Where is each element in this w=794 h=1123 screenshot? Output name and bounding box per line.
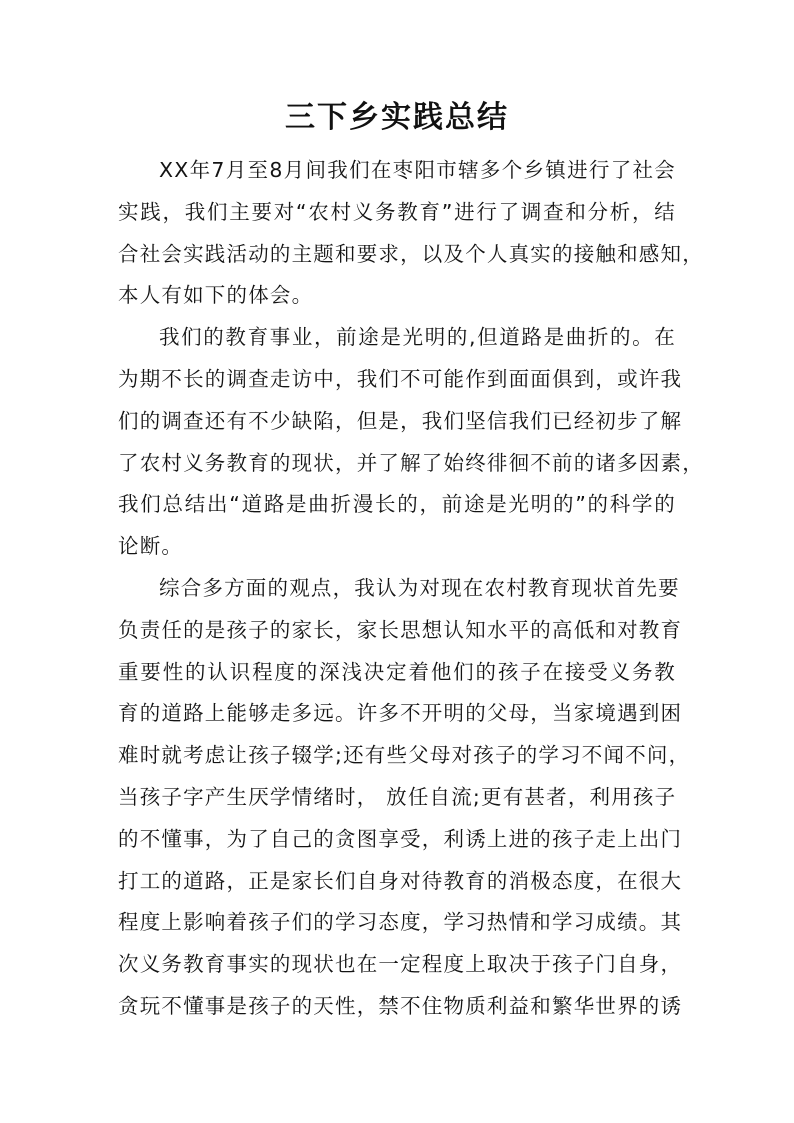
text-line: 本人有如下的体会。 <box>118 283 314 308</box>
text-line: 论断。 <box>118 534 184 559</box>
text-line: 综合多方面的观点，我认为对现在农村教育现状首先要 <box>159 575 680 600</box>
text-line: 为期不长的调查走访中，我们不可能作到面面俱到，或许我 <box>118 366 683 391</box>
text-line: 程度上影响着孩子们的学习态度，学习热情和学习成绩。其 <box>118 910 683 935</box>
document-body <box>118 150 704 1028</box>
text-line: 难时就考虑让孩子辍学;还有些父母对孩子的学习不闻不问， <box>118 743 691 768</box>
text-line: 打工的道路，正是家长们自身对待教育的消极态度，在很大 <box>118 868 683 893</box>
text-line: 们的调查还有不少缺陷，但是，我们坚信我们已经初步了解 <box>118 408 683 433</box>
text-line: 我们总结出“道路是曲折漫长的，前途是光明的”的科学的 <box>118 492 676 517</box>
paragraph-1 <box>118 150 704 317</box>
text-line: 育的道路上能够走多远。许多不开明的父母，当家境遇到困 <box>118 701 683 726</box>
text-line: XX年7月至8月间我们在枣阳市辖多个乡镇进行了社会 <box>159 158 676 182</box>
text-line: 当孩子字产生厌学情绪时， 放任自流;更有甚者，利用孩子 <box>118 784 677 809</box>
text-line: 合社会实践活动的主题和要求，以及个人真实的接触和感知， <box>118 241 704 266</box>
text-line: 负责任的是孩子的家长，家长思想认知水平的高低和对教育 <box>118 617 683 642</box>
text-line: 我们的教育事业，前途是光明的,但道路是曲折的。在 <box>159 325 676 350</box>
paragraph-3 <box>118 568 691 1028</box>
text-line: 次义务教育事实的现状也在一定程度上取决于孩子门自身， <box>118 952 683 977</box>
text-line: 的不懂事，为了自己的贪图享受，利诱上进的孩子走上出门 <box>118 826 683 851</box>
text-line: 了农村义务教育的现状，并了解了始终徘徊不前的诸多因素， <box>118 450 704 475</box>
text-line: 实践，我们主要对“农村义务教育”进行了调查和分析，结 <box>118 199 676 224</box>
page-title: 三下乡实践总结 <box>285 100 509 135</box>
text-line: 贪玩不懂事是孩子的天性，禁不住物质利益和繁华世界的诱 <box>118 993 683 1018</box>
text-line: 重要性的认识程度的深浅决定着他们的孩子在接受义务教 <box>118 659 676 684</box>
paragraph-2 <box>118 317 704 568</box>
